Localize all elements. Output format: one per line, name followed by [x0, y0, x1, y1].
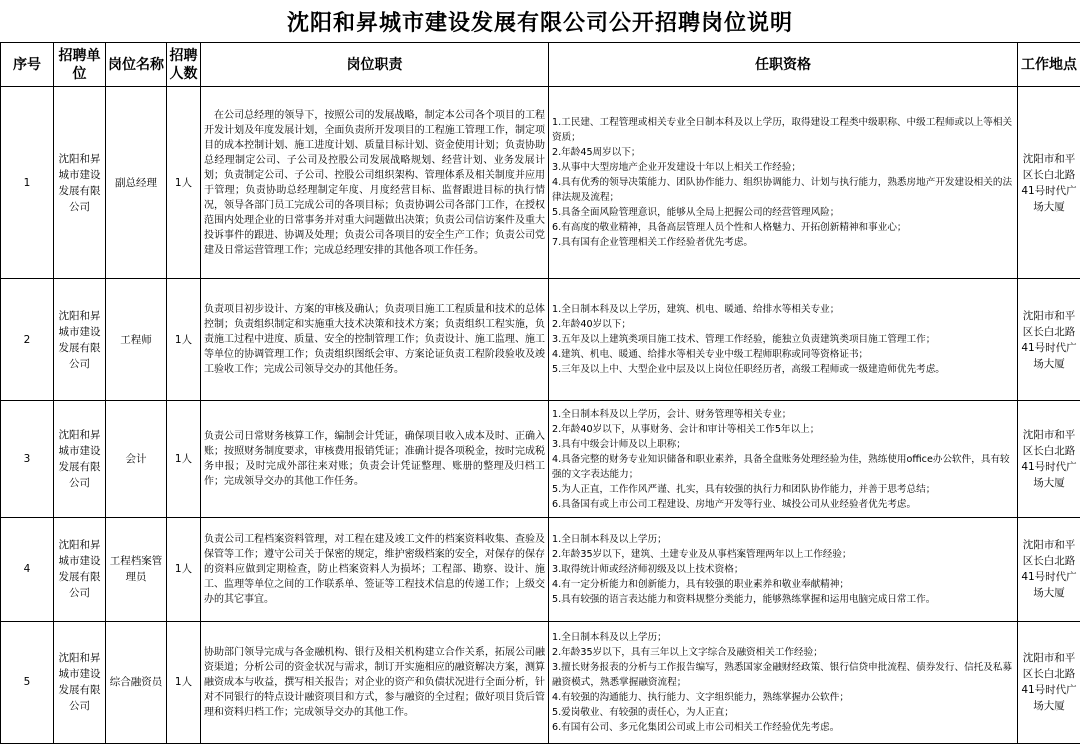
row-qualifications — [549, 621, 1018, 743]
row-count: 1人 — [167, 621, 201, 743]
qual-item: 4.有一定分析能力和创新能力，具有较强的职业素养和敬业奉献精神； — [552, 578, 849, 590]
qual-item: 6.有高度的敬业精神，具备高层管理人员个性和人格魅力、开拓创新精神和事业心； — [552, 222, 907, 234]
qual-item: 1.全日制本科及以上学历，会计、财务管理等相关专业； — [552, 408, 792, 420]
row-post: 会计 — [106, 401, 167, 517]
row-count: 1人 — [167, 517, 201, 621]
row-seq: 3 — [1, 401, 54, 517]
qual-item: 3.取得统计师或经济师初级及以上技术资格； — [552, 563, 744, 575]
qual-item: 1.全日制本科及以上学历； — [552, 533, 667, 545]
row-unit: 沈阳和昇城市建设发展有限公司 — [54, 87, 106, 279]
qual-item: 5.具备全面风险管理意识，能够从全局上把握公司的经营管理风险； — [552, 207, 840, 219]
row-seq: 2 — [1, 279, 54, 401]
header-row — [1, 43, 1080, 87]
row-count: 1人 — [167, 279, 201, 401]
qual-item: 5.具有较强的语言表达能力和资料规整分类能力，能够熟练掌握和运用电脑完成日常工作。 — [552, 593, 936, 605]
qual-item: 6.有国有公司、多元化集团公司或上市公司相关工作经验优先考虑。 — [552, 721, 840, 733]
header-post: 岗位名称 — [106, 43, 167, 87]
row-duty: 在公司总经理的领导下，按照公司的发展战略，制定本公司各个项目的工程开发计划及年度发展计划，全面负责所开发项目的工程施工管理工作，制定项目的成本控制计划、施工进度计划、质量目标计划、资金使用计划；负责协助总经理制定公司、子公司及控股公司发展战略规划、经营计划、业务发展计划；负责制定公司、子公司、控股公司组织架构、管理体系及相关制度并应用于管理；负责协助总经理制定年度、月度经营目标、监督跟进目标的执行情况，领导各部门员工完成公司的各项目标；负责协调公司各部门工作，在授权范围内处理企业的日常事务并对重大问题做出决策；负责公司信访案件及重大投诉事件的跟进、协调及处理；负责公司各项目的安全生产工作；负责公司党建及日常运营管理工作；完成总经理安排的其他各项工作任务。 — [201, 87, 549, 279]
row-duty: 负责公司日常财务核算工作，编制会计凭证，确保项目收入成本及时、正确入账；按照财务制度要求，审核费用报销凭证；准确计提各项税金，按时完成税务申报；及时完成外部往来对账；负责会计凭证整理、账册的整理及归档工作；完成领导交办的其他工作任务。 — [201, 401, 549, 517]
table-row — [1, 87, 1080, 279]
row-location: 沈阳市和平区长白北路41号时代广场大厦 — [1018, 517, 1080, 621]
table-row — [1, 279, 1080, 401]
row-duty: 负责公司工程档案资料管理，对工程在建及竣工文件的档案资料收集、查验及保管等工作；遵守公司关于保密的规定，维护密级档案的安全，对保存的保存的资料应做到定期检查，防止档案资料人为损坏；工程部、勘察、设计、施工、监理等单位之间的工作联系单、签证等工程技术信息的传递工作；上级交办的其它事宜。 — [201, 517, 549, 621]
table-row — [1, 401, 1080, 517]
row-post: 工程师 — [106, 279, 167, 401]
row-post: 副总经理 — [106, 87, 167, 279]
qual-item: 4.建筑、机电、暖通、给排水等相关专业中级工程师职称或同等资格证书； — [552, 349, 869, 361]
qual-item: 6.具备国有或上市公司工程建设、房地产开发等行业、城投公司从业经验者优先考虑。 — [552, 498, 917, 510]
row-count: 1人 — [167, 87, 201, 279]
row-post: 工程档案管理员 — [106, 517, 167, 621]
row-count: 1人 — [167, 401, 201, 517]
qual-item: 4.具有优秀的领导决策能力、团队协作能力、组织协调能力、计划与执行能力，熟悉房地产开发建设相关的法律法规及流程； — [552, 177, 1013, 204]
row-unit: 沈阳和昇城市建设发展有限公司 — [54, 621, 106, 743]
qual-item: 3.从事中大型房地产企业开发建设十年以上相关工作经验； — [552, 162, 801, 174]
row-location: 沈阳市和平区长白北路41号时代广场大厦 — [1018, 87, 1080, 279]
row-seq: 1 — [1, 87, 54, 279]
qual-item: 2.年龄40岁以下，从事财务、会计和审计等相关工作5年以上； — [552, 423, 820, 435]
table-row — [1, 517, 1080, 621]
row-post: 综合融资员 — [106, 621, 167, 743]
header-unit: 招聘单位 — [54, 43, 106, 87]
qual-item: 3.擅长财务报表的分析与工作报告编写，熟悉国家金融财经政策、银行信贷申批流程、债券发行、信托及私募融资模式，熟悉掌握融资流程； — [552, 661, 1013, 688]
qual-item: 1.工民建、工程管理或相关专业全日制本科及以上学历，取得建设工程类中级职称、中级工程师或以上等相关资质； — [552, 117, 1013, 144]
row-seq: 5 — [1, 621, 54, 743]
row-qualifications — [549, 517, 1018, 621]
qual-item: 1.全日制本科及以上学历，建筑、机电、暖通、给排水等相关专业； — [552, 304, 840, 316]
qual-item: 2.年龄35岁以下，建筑、土建专业及从事档案管理两年以上工作经验； — [552, 548, 852, 560]
row-qualifications — [549, 401, 1018, 517]
qual-item: 5.爱岗敬业、有较强的责任心，为人正直； — [552, 706, 734, 718]
table-row — [1, 621, 1080, 743]
header-loc: 工作地点 — [1018, 43, 1080, 87]
row-qualifications — [549, 279, 1018, 401]
row-location: 沈阳市和平区长白北路41号时代广场大厦 — [1018, 621, 1080, 743]
header-qual: 任职资格 — [549, 43, 1018, 87]
row-qualifications — [549, 87, 1018, 279]
qual-item: 4.有较强的沟通能力、执行能力、文字组织能力，熟练掌握办公软件； — [552, 691, 849, 703]
qual-item: 2.年龄40岁以下； — [552, 319, 631, 331]
job-table — [0, 42, 1080, 744]
qual-item: 3.具有中级会计师及以上职称； — [552, 438, 686, 450]
row-unit: 沈阳和昇城市建设发展有限公司 — [54, 517, 106, 621]
qual-item: 5.为人正直，工作作风严谨、扎实，具有较强的执行力和团队协作能力，并善于思考总结； — [552, 483, 936, 495]
header-seq: 序号 — [1, 43, 54, 87]
row-duty: 协助部门领导完成与各金融机构、银行及相关机构建立合作关系，拓展公司融资渠道；分析公司的资金状况与需求，制订开实施相应的融资解决方案，测算融资成本与收益，撰写相关报告；对企业的资产和负债状况进行全面分析，针对不同银行的特点设计融资项目和方式，参与融资的全过程；做好项目贷后管理和资料归档工作；完成领导交办的其他工作。 — [201, 621, 549, 743]
qual-item: 3.五年及以上建筑类项目施工技术、管理工作经验，能独立负责建筑类项目施工管理工作； — [552, 334, 936, 346]
row-location: 沈阳市和平区长白北路41号时代广场大厦 — [1018, 279, 1080, 401]
page-title: 沈阳和昇城市建设发展有限公司公开招聘岗位说明 — [286, 10, 793, 36]
row-unit: 沈阳和昇城市建设发展有限公司 — [54, 279, 106, 401]
row-unit: 沈阳和昇城市建设发展有限公司 — [54, 401, 106, 517]
row-location: 沈阳市和平区长白北路41号时代广场大厦 — [1018, 401, 1080, 517]
qual-item: 1.全日制本科及以上学历； — [552, 631, 667, 643]
header-duty: 岗位职责 — [201, 43, 549, 87]
qual-item: 7.具有国有企业管理相关工作经验者优先考虑。 — [552, 237, 754, 249]
row-seq: 4 — [1, 517, 54, 621]
header-count: 招聘人数 — [167, 43, 201, 87]
qual-item: 5.三年及以上中、大型企业中层及以上岗位任职经历者，高级工程师或一级建造师优先考虑。 — [552, 364, 945, 376]
qual-item: 2.年龄45周岁以下； — [552, 147, 641, 159]
row-duty: 负责项目初步设计、方案的审核及确认；负责项目施工工程质量和技术的总体控制；负责组织制定和实施重大技术决策和技术方案；负责组织工程实施，负责施工过程中进度、质量、安全的控制管理工作；负责设计、施工监理、施工等单位的协调管理工作；负责组织图纸会审、方案论证负责工程阶段验收及竣工验收工作；完成公司领导交办的其他任务。 — [201, 279, 549, 401]
qual-item: 4.具备完整的财务专业知识储备和职业素养，具备全盘账务处理经验为佳，熟练使用office办公软件，具有较强的文字表达能力； — [552, 453, 1010, 480]
qual-item: 2.年龄35岁以下，具有三年以上文字综合及融资相关工作经验； — [552, 646, 823, 658]
